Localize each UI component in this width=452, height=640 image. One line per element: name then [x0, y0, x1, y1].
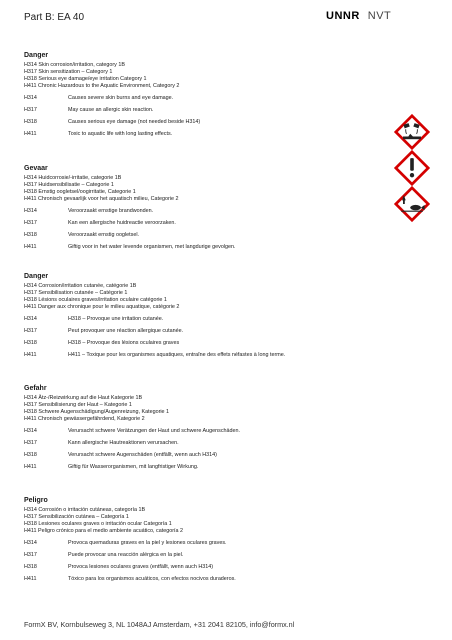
section-title: Gefahr [24, 385, 47, 392]
hazard-section-french [24, 272, 424, 359]
statement-text: Veroorzaakt ernstige brandwonden. [68, 208, 154, 214]
hazard-statement [24, 95, 424, 102]
hazard-section-english [24, 51, 424, 138]
statement-text: Tóxico para los organismos acuáticos, con efectos nocivos duraderos. [68, 576, 236, 582]
hazard-statement [24, 576, 424, 583]
hazard-statement [24, 340, 424, 347]
statement-text: H318 – Provoque des lésions oculaires graves [68, 340, 180, 346]
statement-code: H317 [24, 328, 37, 334]
statement-text: Verursacht schwere Augenschäden (entfällt, wenn auch H314) [68, 452, 217, 458]
document-part-label: Part B: EA 40 [24, 12, 85, 23]
hazard-section-spanish [24, 496, 424, 583]
statement-code: H314 [24, 540, 37, 546]
statement-code: H318 [24, 340, 37, 346]
statement-text: H318 – Provoque une irritation cutanée. [68, 316, 164, 322]
statement-text: Causes serious eye damage (not needed beside H314) [68, 119, 201, 125]
hazard-statement [24, 316, 424, 323]
company-footer: FormX BV, Kornbulseweg 3, NL 1048AJ Amsterdam, +31 2041 82105, info@formx.nl [24, 620, 295, 629]
classification-line: H317 Sensibilisation cutanée – Catégorie 1 [24, 290, 128, 296]
classification-line: H317 Skin sensitization – Category 1 [24, 69, 113, 75]
statement-code: H317 [24, 107, 37, 113]
section-title: Peligro [24, 497, 48, 504]
classification-line: H318 Ernstig oogletsel/oogirritatie, Categorie 1 [24, 189, 136, 195]
hazard-statement [24, 220, 424, 227]
statement-text: May cause an allergic skin reaction. [68, 107, 154, 113]
classification-line: H411 Danger aux chronique pour le milieu aquatique, catégorie 2 [24, 304, 180, 310]
hazard-statement [24, 328, 424, 335]
hazard-statement [24, 232, 424, 239]
statement-code: H318 [24, 452, 37, 458]
section-title: Gevaar [24, 165, 48, 172]
statement-text: H411 – Toxique pour les organismes aquatiques, entraîne des effets néfastes à long terme. [68, 352, 286, 358]
statement-code: H317 [24, 552, 37, 558]
hazard-statement [24, 107, 424, 114]
classification-line: H411 Chronisch gevaarlijk voor het aquatisch milieu, Categorie 2 [24, 196, 179, 202]
statement-code: H317 [24, 220, 37, 226]
corrosion-icon [394, 114, 430, 150]
classification-line: H314 Skin corrosion/irritation, category 1B [24, 62, 125, 68]
statement-text: Kan een allergische huidreactie veroorzaken. [68, 220, 176, 226]
classification-line: H411 Chronisch gewässergefährdend, Kategorie 2 [24, 416, 145, 422]
statement-code: H314 [24, 208, 37, 214]
classification-line: H314 Ätz-/Reizwirkung auf die Haut Kategorie 1B [24, 395, 143, 401]
statement-code: H411 [24, 352, 37, 358]
classification-line: H318 Lesiones oculares graves o irritación ocular Categoría 1 [24, 521, 172, 527]
classification-line: H318 Lésions oculaires graves/irritation oculaire catégorie 1 [24, 297, 167, 303]
statement-text: Toxic to aquatic life with long lasting effects. [68, 131, 173, 137]
hazard-statement [24, 428, 424, 435]
classification-line: H411 Peligro crónico para el medio ambiente acuático, categoría 2 [24, 528, 184, 534]
hazard-statement [24, 552, 424, 559]
statement-text: Provoca quemaduras graves en la piel y lesiones oculares graves. [68, 540, 227, 546]
statement-text: Verursacht schwere Verätzungen der Haut und schwere Augenschäden. [68, 428, 241, 434]
statement-text: Giftig für Wasserorganismen, mit langfristiger Wirkung. [68, 464, 199, 470]
statement-code: H314 [24, 428, 37, 434]
statement-code: H318 [24, 232, 37, 238]
brand-logo [326, 10, 391, 22]
statement-code: H314 [24, 316, 37, 322]
statement-text: Provoca lesiones oculares graves (entfällt, wenn auch H314) [68, 564, 214, 570]
hazard-statement [24, 244, 424, 251]
hazard-statement [24, 119, 424, 126]
statement-code: H411 [24, 576, 37, 582]
exclamation-icon [394, 150, 430, 186]
statement-code: H318 [24, 119, 37, 125]
section-title: Danger [24, 52, 49, 59]
statement-code: H411 [24, 464, 37, 470]
brand-name: UNNR [326, 10, 360, 22]
statement-text: Puede provocar una reacción alérgica en la piel. [68, 552, 184, 558]
classification-line: H318 Schwere Augenschädigung/Augenreizung, Kategorie 1 [24, 409, 170, 415]
section-title: Danger [24, 273, 49, 280]
statement-text: Causes severe skin burns and eye damage. [68, 95, 174, 101]
hazard-statement [24, 464, 424, 471]
classification-line: H318 Serious eye damage/eye irritation Category 1 [24, 76, 147, 82]
classification-line: H317 Huidsensibilisatie – Categorie 1 [24, 182, 114, 188]
environment-icon [394, 186, 430, 222]
hazard-section-german [24, 384, 424, 471]
statement-code: H317 [24, 440, 37, 446]
hazard-statement [24, 208, 424, 215]
hazard-statement [24, 131, 424, 138]
classification-line: H314 Huidcorrosie/-irritatie, categorie 1B [24, 175, 122, 181]
classification-line: H317 Sensibilización cutánea – Categoría 1 [24, 514, 129, 520]
hazard-statement [24, 352, 424, 359]
classification-line: H317 Sensibilisierung der Haut – Kategorie 1 [24, 402, 132, 408]
hazard-statement [24, 540, 424, 547]
statement-code: H411 [24, 244, 37, 250]
statement-text: Kann allergische Hautreaktionen verursachen. [68, 440, 179, 446]
brand-suffix: NVT [367, 10, 392, 22]
statement-code: H411 [24, 131, 37, 137]
hazard-section-dutch [24, 164, 424, 251]
statement-text: Peut provoquer une réaction allergique cutanée. [68, 328, 184, 334]
statement-code: H314 [24, 95, 37, 101]
statement-text: Giftig voor in het water levende organismen, met langdurige gevolgen. [68, 244, 236, 250]
hazard-statement [24, 564, 424, 571]
hazard-statement [24, 452, 424, 459]
statement-code: H318 [24, 564, 37, 570]
hazard-statement [24, 440, 424, 447]
classification-line: H314 Corrosión o irritación cutáneas, categoría 1B [24, 507, 146, 513]
statement-text: Veroorzaakt ernstig oogletsel. [68, 232, 140, 238]
classification-line: H314 Corrosion/irritation cutanée, catégorie 1B [24, 283, 137, 289]
classification-line: H411 Chronic Hazardous to the Aquatic Environment, Category 2 [24, 83, 180, 89]
